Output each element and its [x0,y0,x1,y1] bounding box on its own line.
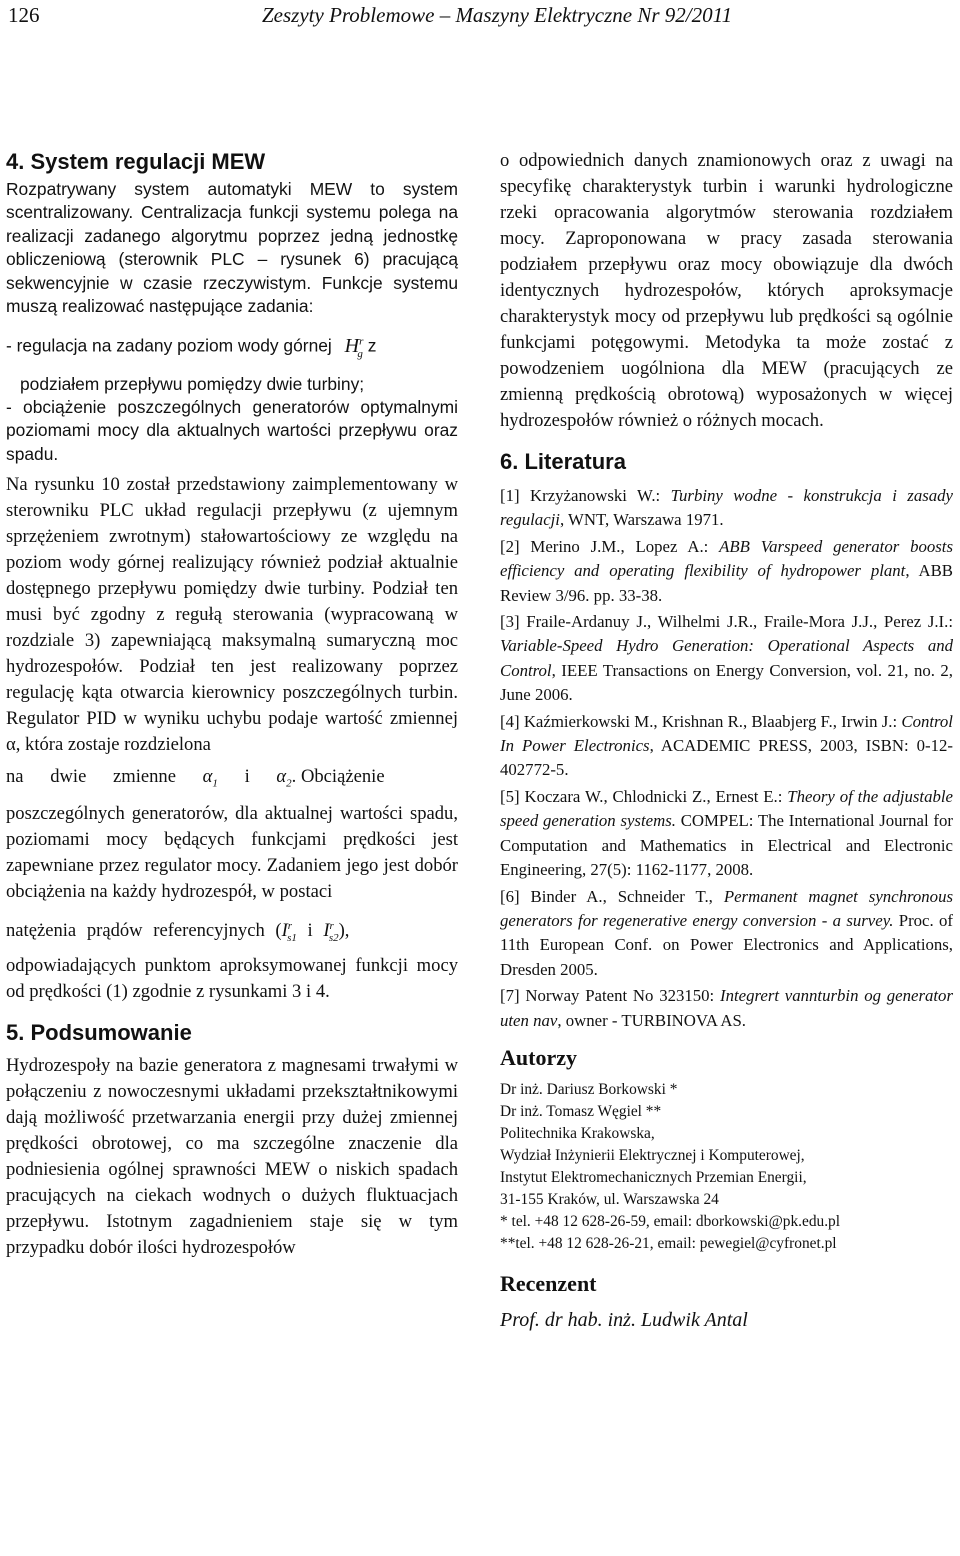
journal-title: Zeszyty Problemowe – Maszyny Elektryczne Nr 92/2011 [262,3,733,27]
reviewer-name: Prof. dr hab. inż. Ludwik Antal [500,1308,748,1331]
current-s1-symbol: $I^r_{s1}$ [281,919,297,944]
reference-item: [4] Kaźmierkowski M., Krishnan R., Blaabjerg F., Irwin J.: Control In Power Electronics, ACADEMIC PRESS, 2003, ISBN: 0-12-402772-5. [500,711,953,780]
section-4-paragraph-2: Na rysunku 10 został przedstawiony zaimplementowany w sterowniku PLC układ regulacji przepływu (z ujemnym sprzężeniem zwrotnym) stałowartościowy ze względu na poziom wody górnej realizujący również podział aktualnie dostępnego przepływu pomiędzy dwie turbiny. Podział ten musi być zgodny z regułą sterowania (wypracowaną w rozdziale 3) zapewniającą maksymalną sumaryczną moc hydrozespołów. Podział ten jest realizowany poprzez regulację kąta otwarcia kierownicy poszczególnych turbin. Regulator PID w wyniku uchybu podaje wartość zmiennej α, która zostaje rozdzielona [6,474,458,756]
water-level-symbol: $H^r_g$ [344,335,364,361]
bullet-regulation-text: - regulacja na zadany poziom wody górnej [6,336,332,357]
author-info [500,1079,953,1255]
author-line: Dr inż. Dariusz Borkowski * [500,1080,678,1098]
page-header [0,0,960,40]
reference-list [500,484,953,1033]
section-4-paragraph-1: Rozpatrywany system automatyki MEW to system scentralizowany. Centralizacja funkcji systemu polega na realizacji zadanego algorytmu poprzez jedną jednostkę obliczeniową (sterownik PLC – rysunek 6) pracującą sekwencyjnie w czasie rzeczywistym. Funkcje systemu muszą realizować następujące zadania: [6,179,458,317]
affiliation-line: Wydział Inżynierii Elektrycznej i Komputerowej, [500,1146,805,1164]
section-5-heading: 5. Podsumowanie [6,1019,192,1045]
page-number: 126 [8,3,40,27]
reference-item: [6] Binder A., Schneider T., Permanent magnet synchronous generators for regenerative energy conversion - a survey. Proc. of 11th European Conf. on Power Electronics and Applications, Dresden 2005. [500,886,953,979]
authors-heading: Autorzy [500,1044,577,1070]
section-6-heading: 6. Literatura [500,449,626,474]
section-4-paragraph-4: odpowiadających punktom aproksymowanej funkcji mocy od prędkości (1) zgodnie z rysunkami 3 i 4. [6,954,458,1002]
section-4-heading: 4. System regulacji MEW [6,149,266,174]
left-column [6,148,458,1261]
reference-item: [5] Koczara W., Chlodnicki Z., Ernest E.: Theory of the adjustable speed generation systems. COMPEL: The International Journal for Computation and Mathematics in Electrical and Electronic Engineering, 27(5): 1162-1177, 2008. [500,786,953,880]
section-4-paragraph-3: poszczególnych generatorów, dla aktualnej wartości spadu, poziomami mocy będących funkcjami prędkości jest zapewniane przez regulator mocy. Zadaniem jego jest dobór obciążenia na każdy hydrozespół, w postaci [6,802,458,902]
reference-item: [7] Norway Patent No 323150: Integrert vannturbin og generator uten nav, owner - TURBINOVA AS. [500,986,953,1030]
alpha-2-symbol: $\alpha_2$ [276,766,292,790]
alpha-line: na dwie zmienne $\alpha_1$ i $\alpha_2$. Obciążenie [6,766,385,790]
reference-item: [1] Krzyżanowski W.: Turbiny wodne - konstrukcja i zasady regulacji, WNT, Warszawa 1971. [500,486,953,530]
author-line: Dr inż. Tomasz Węgiel ** [500,1102,662,1120]
bullet-regulation-continuation: podziałem przepływu pomiędzy dwie turbiny; [20,373,365,394]
affiliation-line: Politechnika Krakowska, [500,1124,655,1142]
address-line: 31-155 Kraków, ul. Warszawska 24 [500,1190,719,1208]
alpha-1-symbol: $\alpha_1$ [202,766,218,790]
contact-line: **tel. +48 12 628-26-21, email: pewegiel@cyfronet.pl [500,1234,837,1252]
bullet-load: - obciążenie poszczególnych generatorów optymalnymi poziomami mocy dla aktualnych wartości przepływu oraz spadu. [6,396,458,464]
bullet-regulation: - regulacja na zadany poziom wody górnej $H^r_g$ z [6,335,377,361]
contact-line: * tel. +48 12 628-26-59, email: dborkowski@pk.edu.pl [500,1212,841,1230]
section-5-paragraph: Hydrozespoły na bazie generatora z magnesami trwałymi w połączeniu z nowoczesnymi układami przekształtnikowymi dają możliwość przetwarzania energii przy dużej zmiennej prędkości obrotowej, co ma szczególne znaczenie dla podniesienia ogólnej sprawności MEW o niskich spadach pracujących na ciekach wodnych o dużych fluktuacjach przepływu. Istotnym zagadnieniem staje się w tym przypadku dobór ilości hydrozespołów [6,1054,458,1258]
right-column [500,148,953,1333]
affiliation-line: Instytut Elektromechanicznych Przemian Energii, [500,1168,807,1186]
section-5-continuation: o odpowiednich danych znamionowych oraz z uwagi na specyfikę charakterystyk turbin i warunki hydrologiczne rzeki opracowania algorytmów sterowania rozdziałem mocy. Zaproponowana w pracy zasada sterowania podziałem przepływu oraz mocy obowiązuje dla dwóch identycznych hydrozespołów, których aproksymacje charakterystyk mocy od przepływu lub prędkości są ogólnie funkcjami potęgowymi. Metodyka ta może zostać z powodzeniem uogólniona dla MEW (pracujących ze zmienną prędkością obrotową) wyposażonych w więcej hydrozespołów również o różnych mocach. [500,150,953,431]
reference-item: [2] Merino J.M., Lopez A.: ABB Varspeed generator boosts efficiency and operating flexibility of hydropower plant, ABB Review 3/96. pp. 33-38. [500,536,953,605]
reviewer-heading: Recenzent [500,1270,597,1296]
currents-line: natężenia prądów referencyjnych ($I^r_{s1}$ i $I^r_{s2}$), [6,919,350,944]
reference-item: [3] Fraile-Ardanuy J., Wilhelmi J.R., Fraile-Mora J.J., Perez J.I.: Variable-Speed Hydro Generation: Operational Aspects and Control, IEEE Transactions on Energy Conversion, vol. 21, no. 2, June 2006. [500,612,953,705]
current-s2-symbol: $I^r_{s2}$ [323,919,339,944]
